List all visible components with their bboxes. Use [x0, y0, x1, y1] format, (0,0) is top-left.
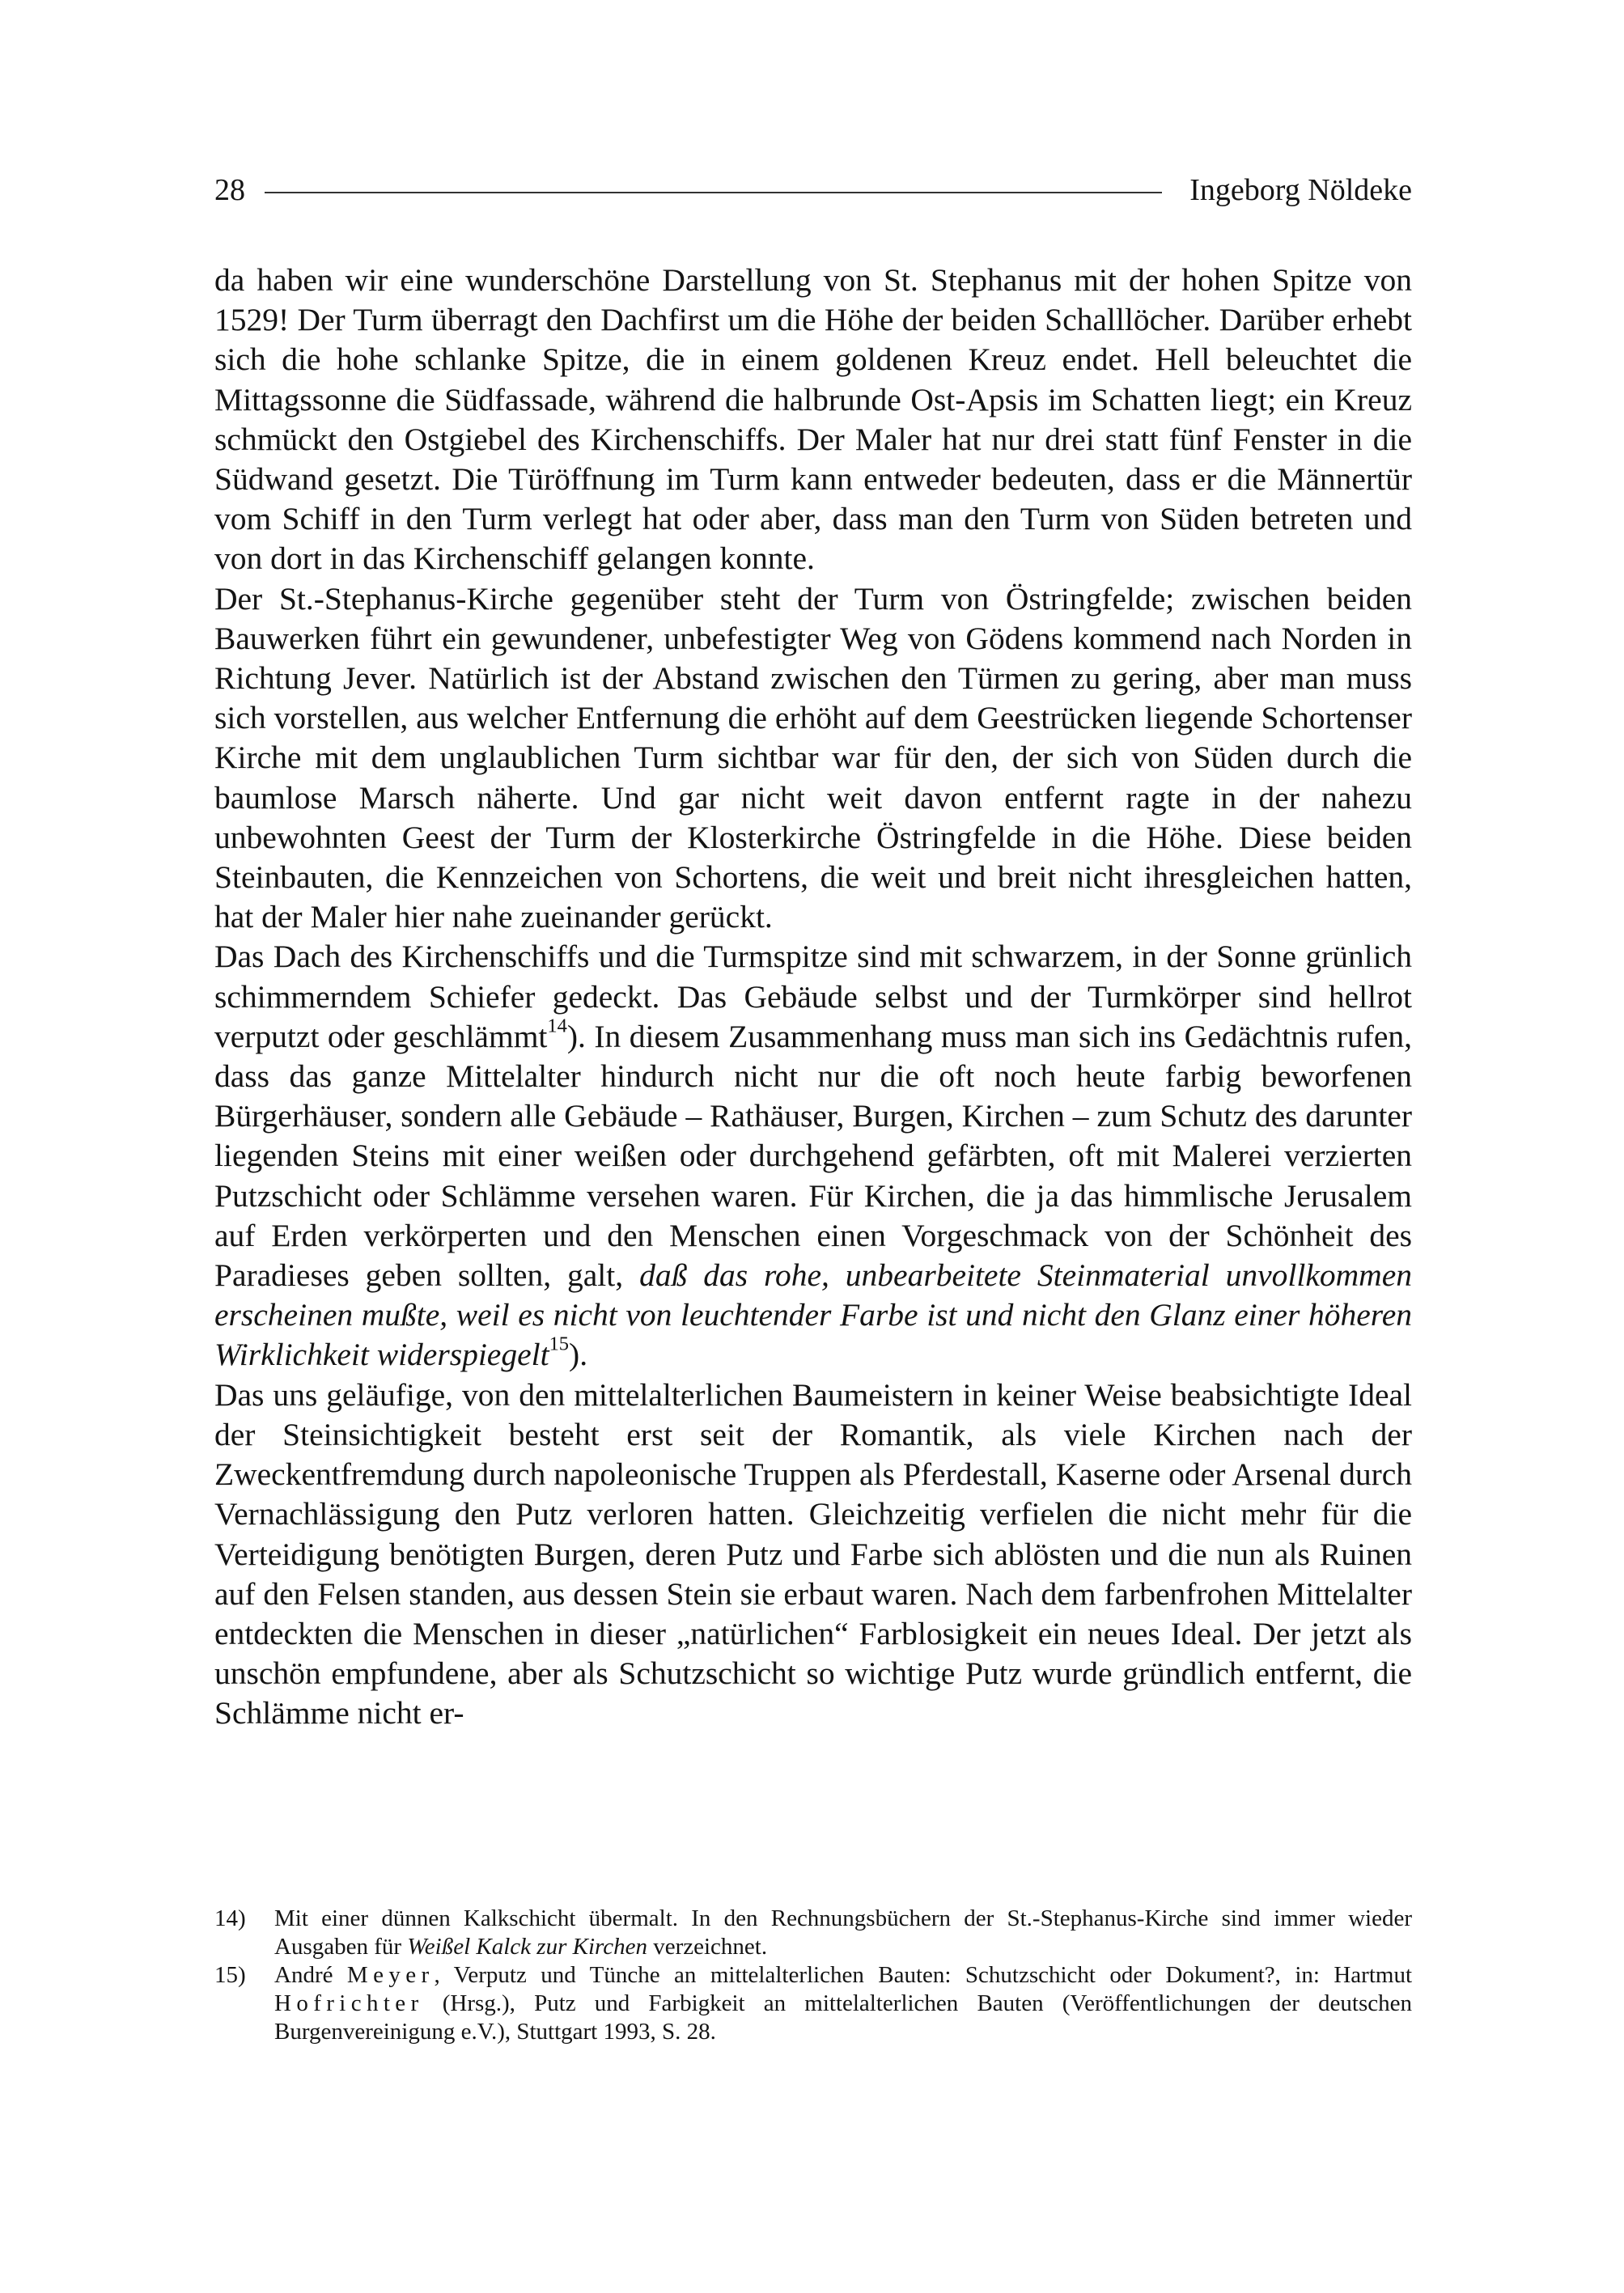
quotation: daß das rohe, unbearbeitete Steinmaterial unvollkommen erscheinen mußte, weil es nicht von leuchtender Farbe ist und nicht den Glanz einer höheren Wirklichkeit widerspiegelt [214, 1257, 1412, 1373]
paragraph-3 [214, 937, 1412, 1375]
footnote-number: 15) [214, 1962, 246, 1988]
body-text [214, 261, 1412, 1734]
footnote-ref-14[interactable]: 14 [547, 1015, 567, 1037]
page-number: 28 [214, 173, 245, 207]
footnote-14 [214, 1905, 1412, 1961]
footnote-number: 14) [214, 1905, 246, 1931]
footnote-text-part: (Hrsg.), Putz und Farbigkeit an mittelalterlichen Bauten (Veröffentlichungen der deutschen Burgenvereinigung e.V.), Stuttgart 1993, S. 28. [274, 1990, 1412, 2045]
footnotes [214, 1905, 1412, 2046]
paragraph-1: da haben wir eine wunderschöne Darstellung von St. Stephanus mit der hohen Spitze von 1529! Der Turm überragt den Dachfirst um die Höhe der beiden Schalllöcher. Darüber erhebt sich die hohe schlanke Spitze, die in einem goldenen Kreuz endet. Hell beleuchtet die Mittagssonne die Südfassade, während die halbrunde Ost-Apsis im Schatten liegt; ein Kreuz schmückt den Ostgiebel des Kirchenschiffs. Der Maler hat nur drei statt fünf Fenster in die Südwand gesetzt. Die Türöffnung im Turm kann entweder bedeuten, dass er die Männertür vom Schiff in den Turm verlegt hat oder aber, dass man den Turm von Süden betreten und von dort in das Kirchenschiff gelangen konnte. [214, 262, 1412, 577]
running-header [214, 170, 1412, 210]
footnote-text-part: verzeichnet. [647, 1934, 768, 1960]
paragraph-3-part-b: ). In diesem Zusammenhang muss man sich ins Gedächtnis rufen, dass das ganze Mittelalter hindurch nicht nur die oft noch heute farbig beworfenen Bürgerhäuser, sondern alle Gebäude – Rathäuser, Burgen, Kirchen – zum Schutz des darunter liegenden Steins mit einer weißen oder durchgehend gefärbten, oft mit Malerei verzierten Putzschicht oder Schlämme versehen waren. Für Kirchen, die ja das himmlische Jerusalem auf Erden verkörperten und den Menschen einen Vorgeschmack von der Schönheit des Paradieses geben sollten, galt, [214, 1018, 1413, 1294]
footnote-text-part: André [274, 1962, 347, 1988]
footnote-text [274, 1905, 1412, 1961]
paragraph-3-part-c: ). [569, 1337, 588, 1373]
footnote-text-part: , Verputz und Tünche an mittelalterlichen Bauten: Schutzschicht oder Dokument?, in: Hartmut [434, 1962, 1412, 1988]
paragraph-3-part-a: Das Dach des Kirchenschiffs und die Turmspitze sind mit schwarzem, in der Sonne grünlich schimmerndem Schiefer gedeckt. Das Gebäude selbst und der Turmkörper sind hellrot verputzt oder geschlämmt [214, 939, 1412, 1054]
author-name: Meyer [346, 1962, 435, 1988]
footnote-text [274, 1961, 1412, 2046]
paragraph-2: Der St.-Stephanus-Kirche gegenüber steht der Turm von Östringfelde; zwischen beiden Bauwerken führt ein gewundener, unbefestigter Weg von Gödens kommend nach Norden in Richtung Jever. Natürlich ist der Abstand zwischen den Türmen zu gering, aber man muss sich vorstellen, aus welcher Entfernung die erhöht auf dem Geestrücken liegende Schortenser Kirche mit dem unglaublichen Turm sichtbar war für den, der sich von Süden durch die baumlose Marsch näherte. Und gar nicht weit davon entfernt ragte in der nahezu unbewohnten Geest der Turm der Klosterkirche Östringfelde in die Höhe. Diese beiden Steinbauten, die Kennzeichen von Schortens, die weit und breit nicht ihresgleichen hatten, hat der Maler hier nahe zueinander gerückt. [214, 580, 1412, 935]
footnote-15 [214, 1961, 1412, 2046]
header-rule [265, 192, 1162, 193]
footnote-text-part: Mit einer dünnen Kalkschicht übermalt. In den Rechnungsbüchern der St.-Stephanus-Kirche sind immer wieder Ausgaben für [274, 1905, 1412, 1960]
paragraph-4: Das uns geläufige, von den mittelalterlichen Baumeistern in keiner Weise beabsichtigte Ideal der Steinsichtigkeit besteht erst seit der Romantik, als viele Kirchen nach der Zweckentfremdung durch napoleonische Truppen als Pferdestall, Kaserne oder Arsenal durch Vernachlässigung den Putz verloren hatten. Gleichzeitig verfielen die nicht mehr für die Verteidigung benötigten Burgen, deren Putz und Farbe sich ablösten und die nun als Ruinen auf den Felsen standen, aus dessen Stein sie erbaut waren. Nach dem farbenfrohen Mittelalter entdeckten die Menschen in dieser „natürlichen“ Farblosigkeit ein neues Ideal. Der jetzt als unschön empfundene, aber als Schutzschicht so wichtige Putz wurde gründlich entfernt, die Schlämme nicht er- [214, 1376, 1412, 1731]
footnote-quote: Weißel Kalck zur Kirchen [407, 1934, 647, 1960]
editor-name: Hofrichter [274, 1990, 424, 2016]
running-author: Ingeborg Nöldeke [1189, 173, 1412, 207]
footnote-ref-15[interactable]: 15 [549, 1333, 570, 1356]
